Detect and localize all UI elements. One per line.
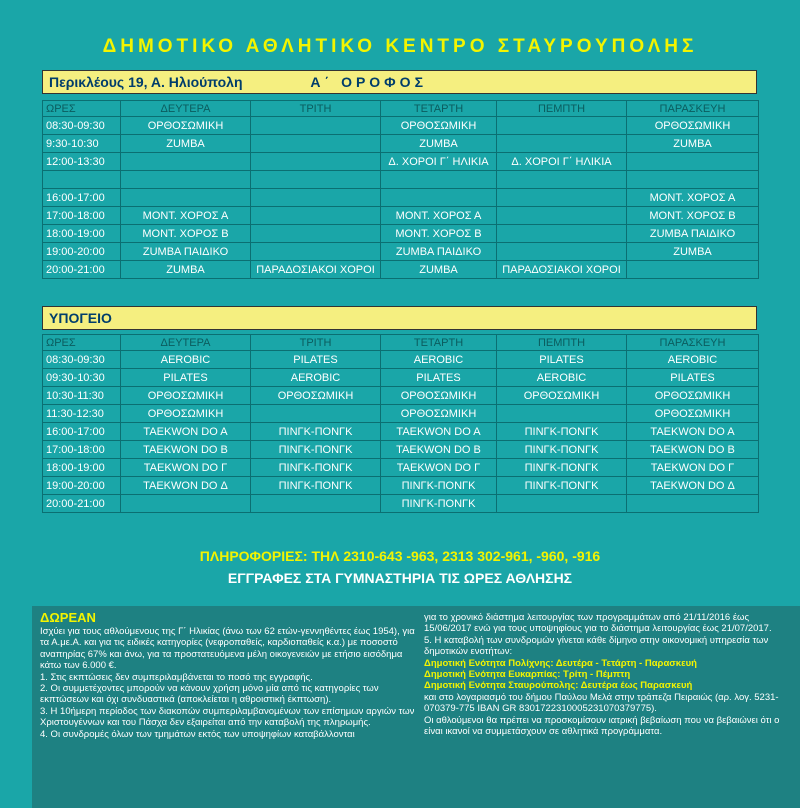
activity-cell: ΟΡΘΟΣΩΜΙΚΗ: [251, 387, 381, 405]
activity-cell: [381, 189, 497, 207]
time-cell: 20:00-21:00: [43, 261, 121, 279]
table-row: [43, 405, 759, 423]
activity-cell: ΟΡΘΟΣΩΜΙΚΗ: [381, 117, 497, 135]
time-cell: 17:00-18:00: [43, 441, 121, 459]
activity-cell: ΜΟΝΤ. ΧΟΡΟΣ Α: [121, 207, 251, 225]
activity-cell: [251, 153, 381, 171]
table-header-row: [43, 101, 759, 117]
column-header: ΤΡΙΤΗ: [251, 101, 381, 117]
note-paragraph: Δημοτική Ενότητα Πολίχνης: Δευτέρα - Τετάρτη - Παρασκευή: [424, 657, 697, 669]
note-paragraph: 3. Η 10ήμερη περίοδος των διακοπών συμπεριλαμβανομένων των επίσημων αργιών των Χριστουγέννων και του Πάσχα δεν εξαιρείται από την καταβολή της πληρωμής.: [40, 705, 415, 729]
notes-heading: ΔΩΡΕΑΝ: [40, 610, 96, 625]
activity-cell: ΟΡΘΟΣΩΜΙΚΗ: [381, 405, 497, 423]
section1-header: [42, 70, 757, 94]
table-row: [43, 477, 759, 495]
table-row: [43, 351, 759, 369]
activity-cell: ΜΟΝΤ. ΧΟΡΟΣ Β: [627, 207, 759, 225]
time-cell: 12:00-13:30: [43, 153, 121, 171]
activity-cell: [627, 261, 759, 279]
column-header: ΔΕΥΤΕΡΑ: [121, 101, 251, 117]
activity-cell: ΟΡΘΟΣΩΜΙΚΗ: [627, 117, 759, 135]
activity-cell: [251, 405, 381, 423]
activity-cell: ΜΟΝΤ. ΧΟΡΟΣ Β: [121, 225, 251, 243]
activity-cell: [251, 225, 381, 243]
activity-cell: ΠΙΝΓΚ-ΠΟΝΓΚ: [497, 477, 627, 495]
column-header: ΠΕΜΠΤΗ: [497, 101, 627, 117]
activity-cell: ΠΙΝΓΚ-ΠΟΝΓΚ: [381, 495, 497, 513]
activity-cell: ZUMBA: [627, 243, 759, 261]
activity-cell: PILATES: [121, 369, 251, 387]
activity-cell: [121, 189, 251, 207]
note-paragraph: 1. Στις εκπτώσεις δεν συμπεριλαμβάνεται το ποσό της εγγραφής.: [40, 671, 313, 683]
note-paragraph: Ισχύει για τους αθλούμενους της Γ΄ Ηλικίας (άνω των 62 ετών-γεννηθέντες έως 1954), για τα Α.με.Α. και για τις ειδικές κατηγορίες (νεφροπαθείς, καρδιοπαθείς κ.α.) με ποσοστό αναπηρίας 67% και άνω, για τα προστατευόμενα μέλη οικογενειών με ετήσιο εισόδημα κάτω των 6.000 €.: [40, 626, 415, 672]
activity-cell: ΟΡΘΟΣΩΜΙΚΗ: [381, 387, 497, 405]
activity-cell: [497, 405, 627, 423]
activity-cell: ΠΑΡΑΔΟΣΙΑΚΟΙ ΧΟΡΟΙ: [251, 261, 381, 279]
note-paragraph: 4. Οι συνδρομές όλων των τμημάτων εκτός των υποψηφίων καταβάλλονται: [40, 728, 355, 740]
activity-cell: ΟΡΘΟΣΩΜΙΚΗ: [497, 387, 627, 405]
activity-cell: [497, 243, 627, 261]
column-header: ΤΕΤΑΡΤΗ: [381, 101, 497, 117]
table-row: [43, 153, 759, 171]
activity-cell: ZUMBA: [121, 261, 251, 279]
section1-address: Περικλέους 19, Α. Ηλιούπολη: [49, 74, 243, 90]
column-header: ΤΕΤΑΡΤΗ: [381, 335, 497, 351]
activity-cell: PILATES: [251, 351, 381, 369]
activity-cell: [497, 495, 627, 513]
notes-left-column: [40, 626, 422, 740]
activity-cell: ZUMBA ΠΑΙΔΙΚΟ: [121, 243, 251, 261]
table-row: [43, 387, 759, 405]
activity-cell: ZUMBA ΠΑΙΔΙΚΟ: [381, 243, 497, 261]
note-paragraph: για το χρονικό διάστημα λειτουργίας των προγραμμάτων από 21/11/2016 έως 15/06/2017 ενώ για τους υποψηφίους για το διάστημα λειτουργίας έως 21/07/2017.: [424, 612, 772, 635]
activity-cell: AEROBIC: [121, 351, 251, 369]
section2-label: ΥΠΟΓΕΙΟ: [49, 310, 112, 326]
activity-cell: PILATES: [627, 369, 759, 387]
schedule-table-floor: [42, 100, 759, 279]
table-row: [43, 189, 759, 207]
activity-cell: [627, 171, 759, 189]
activity-cell: TAEKWON DO B: [627, 441, 759, 459]
notes-panel: [32, 606, 800, 808]
activity-cell: [251, 207, 381, 225]
activity-cell: [497, 207, 627, 225]
time-cell: 09:30-10:30: [43, 369, 121, 387]
activity-cell: [251, 495, 381, 513]
activity-cell: ΜΟΝΤ. ΧΟΡΟΣ Β: [381, 225, 497, 243]
column-header: ΩΡΕΣ: [43, 335, 121, 351]
note-paragraph: Δημοτική Ενότητα Σταυρούπολης: Δευτέρα έως Παρασκευή: [424, 680, 693, 692]
activity-cell: ΠΙΝΓΚ-ΠΟΝΓΚ: [497, 441, 627, 459]
activity-cell: ZUMBA: [381, 135, 497, 153]
activity-cell: [121, 495, 251, 513]
activity-cell: [497, 171, 627, 189]
time-cell: 19:00-20:00: [43, 477, 121, 495]
activity-cell: ZUMBA: [627, 135, 759, 153]
activity-cell: [121, 171, 251, 189]
activity-cell: [251, 171, 381, 189]
activity-cell: [381, 171, 497, 189]
activity-cell: [497, 117, 627, 135]
table-row: [43, 459, 759, 477]
time-cell: 08:30-09:30: [43, 351, 121, 369]
activity-cell: ΠΙΝΓΚ-ΠΟΝΓΚ: [251, 441, 381, 459]
activity-cell: TAEKWON DO B: [381, 441, 497, 459]
activity-cell: ΠΑΡΑΔΟΣΙΑΚΟΙ ΧΟΡΟΙ: [497, 261, 627, 279]
time-cell: 20:00-21:00: [43, 495, 121, 513]
activity-cell: ΟΡΘΟΣΩΜΙΚΗ: [121, 117, 251, 135]
note-paragraph: Δημοτική Ενότητα Ευκαρπίας: Τρίτη - Πέμπτη: [424, 669, 631, 681]
info-phones: ΠΛΗΡΟΦΟΡΙΕΣ: ΤΗΛ 2310-643 -963, 2313 302-961, -960, -916: [199, 548, 601, 564]
table-row: [43, 369, 759, 387]
activity-cell: AEROBIC: [627, 351, 759, 369]
activity-cell: ZUMBA: [121, 135, 251, 153]
activity-cell: TAEKWON DO A: [121, 423, 251, 441]
activity-cell: [121, 153, 251, 171]
column-header: ΠΑΡΑΣΚΕΥΗ: [627, 335, 759, 351]
time-cell: 19:00-20:00: [43, 243, 121, 261]
info-registration: ΕΓΓΡΑΦΕΣ ΣΤΑ ΓΥΜΝΑΣΤΗΡΙΑ ΤΙΣ ΩΡΕΣ ΑΘΛΗΣΗΣ: [227, 570, 573, 586]
activity-cell: [251, 117, 381, 135]
note-paragraph: και στο λογαριασμό του δήμου Παύλου Μελά στην τράπεζα Πειραιώς (αρ. λογ. 5231-070379-775 IBAN GR 8301722310005231070379775).: [424, 691, 779, 715]
activity-cell: TAEKWON DO Δ: [121, 477, 251, 495]
time-cell: 11:30-12:30: [43, 405, 121, 423]
time-cell: 18:00-19:00: [43, 225, 121, 243]
time-cell: 9:30-10:30: [43, 135, 121, 153]
activity-cell: ΠΙΝΓΚ-ΠΟΝΓΚ: [251, 477, 381, 495]
activity-cell: ΠΙΝΓΚ-ΠΟΝΓΚ: [497, 423, 627, 441]
table-row: [43, 243, 759, 261]
activity-cell: PILATES: [497, 351, 627, 369]
activity-cell: ΟΡΘΟΣΩΜΙΚΗ: [627, 405, 759, 423]
activity-cell: ΠΙΝΓΚ-ΠΟΝΓΚ: [251, 459, 381, 477]
note-paragraph: Οι αθλούμενοι θα πρέπει να προσκομίσουν ιατρική βεβαίωση που να βεβαιώνει ότι ο είναι ικανοί να συμμετάσχουν σε αθλητικά προγράμματα.: [424, 714, 780, 738]
activity-cell: [251, 243, 381, 261]
activity-cell: TAEKWON DO A: [381, 423, 497, 441]
activity-cell: [251, 135, 381, 153]
column-header: ΠΕΜΠΤΗ: [497, 335, 627, 351]
column-header: ΠΑΡΑΣΚΕΥΗ: [627, 101, 759, 117]
note-paragraph: 5. Η καταβολή των συνδρομών γίνεται κάθε δίμηνο στην οικονομική υπηρεσία των δημοτικών ενοτήτων:: [424, 634, 769, 658]
time-cell: 16:00-17:00: [43, 189, 121, 207]
time-cell: [43, 171, 121, 189]
table-row: [43, 117, 759, 135]
column-header: ΔΕΥΤΕΡΑ: [121, 335, 251, 351]
activity-cell: [627, 495, 759, 513]
page-title: ΔΗΜΟΤΙΚΟ ΑΘΛΗΤΙΚΟ ΚΕΝΤΡΟ ΣΤΑΥΡΟΥΠΟΛΗΣ: [102, 36, 698, 57]
activity-cell: TAEKWON DO Γ: [627, 459, 759, 477]
activity-cell: Δ. ΧΟΡΟΙ Γ΄ ΗΛΙΚΙΑ: [497, 153, 627, 171]
time-cell: 08:30-09:30: [43, 117, 121, 135]
table-row: [43, 423, 759, 441]
note-paragraph: 2. Οι συμμετέχοντες μπορούν να κάνουν χρήση μόνο μία από τις κατηγορίες των εκπτώσεων και όχι συνδυαστικά (αποκλείεται η αθροιστική έκπτωση).: [40, 683, 379, 706]
table-header-row: [43, 335, 759, 351]
activity-cell: [627, 153, 759, 171]
time-cell: 17:00-18:00: [43, 207, 121, 225]
activity-cell: AEROBIC: [251, 369, 381, 387]
activity-cell: TAEKWON DO A: [627, 423, 759, 441]
activity-cell: TAEKWON DO Δ: [627, 477, 759, 495]
activity-cell: ΜΟΝΤ. ΧΟΡΟΣ Α: [627, 189, 759, 207]
activity-cell: [497, 189, 627, 207]
activity-cell: PILATES: [381, 369, 497, 387]
time-cell: 16:00-17:00: [43, 423, 121, 441]
table-row: [43, 441, 759, 459]
time-cell: 10:30-11:30: [43, 387, 121, 405]
activity-cell: ΜΟΝΤ. ΧΟΡΟΣ Α: [381, 207, 497, 225]
activity-cell: TAEKWON DO B: [121, 441, 251, 459]
activity-cell: TAEKWON DO Γ: [381, 459, 497, 477]
table-row: [43, 261, 759, 279]
activity-cell: ΠΙΝΓΚ-ΠΟΝΓΚ: [251, 423, 381, 441]
activity-cell: [497, 225, 627, 243]
activity-cell: ΠΙΝΓΚ-ΠΟΝΓΚ: [381, 477, 497, 495]
section2-header: [42, 306, 757, 330]
column-header: ΩΡΕΣ: [43, 101, 121, 117]
activity-cell: AEROBIC: [381, 351, 497, 369]
notes-right-column: [424, 612, 796, 737]
table-row: [43, 495, 759, 513]
table-row: [43, 225, 759, 243]
table-row: [43, 135, 759, 153]
activity-cell: Δ. ΧΟΡΟΙ Γ΄ ΗΛΙΚΙΑ: [381, 153, 497, 171]
time-cell: 18:00-19:00: [43, 459, 121, 477]
table-row: [43, 207, 759, 225]
activity-cell: ΟΡΘΟΣΩΜΙΚΗ: [627, 387, 759, 405]
section1-floor: Α΄ ΟΡΟΦΟΣ: [310, 74, 427, 90]
activity-cell: ZUMBA ΠΑΙΔΙΚΟ: [627, 225, 759, 243]
table-row: [43, 171, 759, 189]
activity-cell: AEROBIC: [497, 369, 627, 387]
schedule-table-basement: [42, 334, 759, 513]
activity-cell: ZUMBA: [381, 261, 497, 279]
activity-cell: ΟΡΘΟΣΩΜΙΚΗ: [121, 405, 251, 423]
activity-cell: ΠΙΝΓΚ-ΠΟΝΓΚ: [497, 459, 627, 477]
activity-cell: TAEKWON DO Γ: [121, 459, 251, 477]
activity-cell: [497, 135, 627, 153]
column-header: ΤΡΙΤΗ: [251, 335, 381, 351]
activity-cell: [251, 189, 381, 207]
activity-cell: ΟΡΘΟΣΩΜΙΚΗ: [121, 387, 251, 405]
